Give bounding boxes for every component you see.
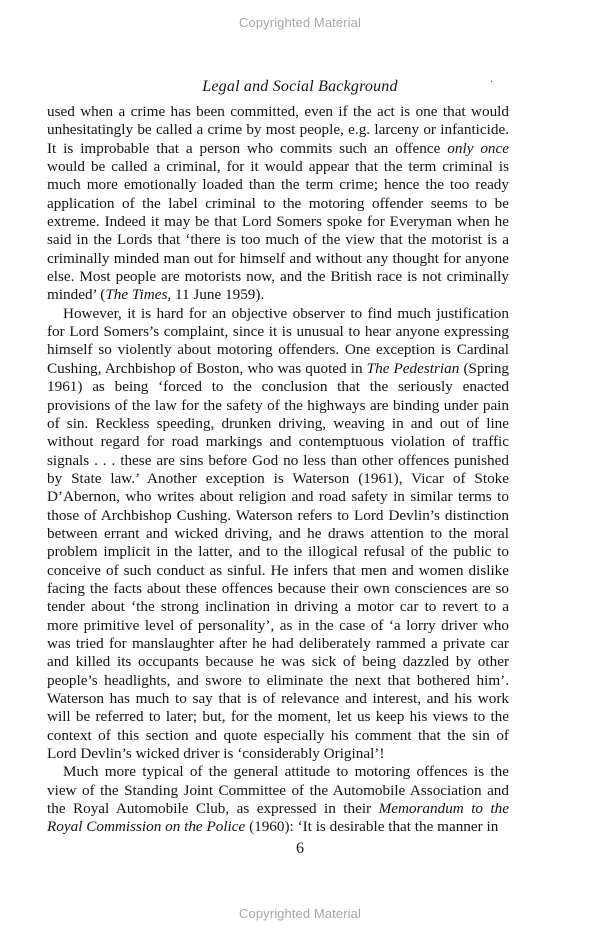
paragraph-1-text: , 11 June 1959). <box>167 286 265 304</box>
paragraph-3-text: Much more typical of the general attitude to motoring offences is the view of the Standing Joint Committee of the Automobile Association and the Royal Automobile Club, as expressed in their <box>47 763 509 818</box>
paragraph-2-text: (Spring 1961) as being ‘forced to the conclusion that the seriously enacted provisions of the law for the safety of the highways are binding under pain of sin. Reckless speeding, drunken driving, weaving in and out of line without regard for road markings and contemptuous violation of traffic signals . . . these are sins before God no less than other offences punished by State law.’ Another exception is Waterson (1961), Vicar of Stoke D’Abernon, who writes about religion and road safety in similar terms to those of Archbishop Cushing. Waterson refers to Lord Devlin’s distinction between errant and wicked driving, and he draws attention to the moral problem implicit in the latter, and to the illogical refusal of the public to conceive of such conduct as sinful. He infers that men and women dislike facing the facts about these offences because their own consciences are so tender about ‘the strong inclination in driving a motor car to revert to a more primitive level of personality’, as in the case of ‘a lorry driver who was tried for manslaughter after he had deliberately rammed a private car and killed its occupants because he was sick of being dazzled by other people’s headlights, and swore to eliminate the next that bothered him’. Waterson has much to say that is of relevance and interest, and his work will be referred to later; but, for the moment, let us keep his views to the context of this section and quote especially his comment that the sin of Lord Devlin’s wicked driver is ‘considerably Original’! <box>47 359 510 763</box>
paragraph-1-italic: The Times <box>105 286 168 304</box>
paragraph-2-text: However, it is hard for an objective observer to find much justification for Lord Somers’s complaint, since it is unusual to hear anyone expressing himself so violently about motoring offenders. One exception is Cardinal Cushing, Archbishop of Boston, who was quoted in <box>47 304 509 377</box>
paragraph-1 <box>47 103 509 305</box>
paragraph-1-text: used when a crime has been committed, even if the act is one that would unhesitatingly be called a crime by most people, e.g. larceny or infanticide. It is improbable that a person who commits such an offence <box>47 103 509 157</box>
body-text <box>47 103 509 837</box>
paragraph-1-text: would be called a criminal, for it would appear that the term criminal is much more emotionally loaded than the term crime; hence the too ready application of the label criminal to the motoring offender seems to be extreme. Indeed it may be that Lord Somers spoke for Everyman when he said in the Lords that ‘there is too much of the view that the motorist is a criminally minded man out for himself and without any thought for anyone else. Most people are motorists now, and the British race is not criminally minded’ ( <box>47 158 509 304</box>
paragraph-2-italic: The Pedestrian <box>366 359 460 377</box>
paragraph-3 <box>47 763 509 836</box>
page-speck: · <box>490 77 494 88</box>
running-head: Legal and Social Background <box>202 78 398 95</box>
paragraph-3-text: (1960): ‘It is desirable that the manner in <box>245 818 499 836</box>
paragraph-1-italic: only once <box>447 139 509 157</box>
page-number: 6 <box>296 840 304 857</box>
copyright-watermark-top: Copyrighted Material <box>239 15 361 30</box>
copyright-watermark-bottom: Copyrighted Material <box>239 906 361 921</box>
paragraph-2 <box>47 305 509 764</box>
paragraph-3-italic: Memorandum to the Royal Commission on the Police <box>47 800 510 836</box>
